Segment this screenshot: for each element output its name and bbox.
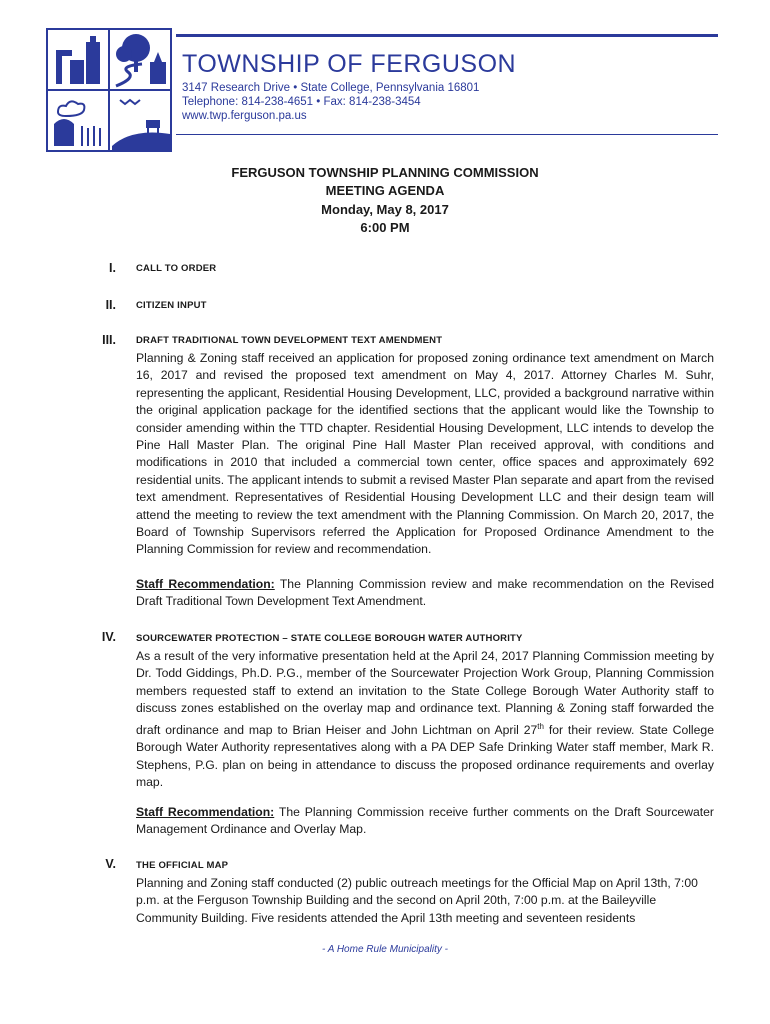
- section-3-recommendation: [136, 576, 714, 611]
- township-logo: [46, 28, 172, 152]
- org-address: 3147 Research Drive • State College, Pennsylvania 16801: [182, 82, 480, 94]
- section-4-rec-text: The Planning Commission receive further comments on the Draft Sourcewater Management Ordinance and Overlay Map.: [136, 805, 714, 837]
- section-4-recommendation: [136, 804, 714, 839]
- page-footer: - A Home Rule Municipality -: [322, 944, 448, 955]
- agenda-heading-commission: FERGUSON TOWNSHIP PLANNING COMMISSION: [231, 165, 539, 180]
- section-4-body-a: As a result of the very informative presentation held at the April 24, 2017 Planning Commission meeting by Dr. Todd Giddings, Ph.D. P.G., member of the Sourcewater Projection Work Group, Planning Commission members requested staff to extend an invitation to the State College Borough Water Authority staff to discuss zones established on the overlay map and ordinance text. Planning & Zoning staff forwarded the draft ordinance and map to Brian Heiser and John Lichtman on April 27: [136, 649, 714, 737]
- section-3-rec-label: Staff Recommendation:: [136, 577, 275, 591]
- section-1-title: CALL TO ORDER: [136, 263, 217, 274]
- section-4-rec-label: Staff Recommendation:: [136, 805, 275, 819]
- section-4-body-sup: th: [537, 721, 544, 731]
- org-phones: Telephone: 814-238-4651 • Fax: 814-238-3454: [182, 96, 421, 108]
- section-3-title: DRAFT TRADITIONAL TOWN DEVELOPMENT TEXT AMENDMENT: [136, 335, 443, 346]
- org-website[interactable]: www.twp.ferguson.pa.us: [182, 110, 307, 122]
- letterhead-top-rule: [176, 34, 718, 37]
- section-3-number: III.: [102, 333, 116, 347]
- section-4-number: IV.: [101, 630, 116, 644]
- section-5-number: V.: [105, 857, 116, 871]
- letterhead-bottom-rule: [176, 134, 718, 135]
- section-5-title: THE OFFICIAL MAP: [136, 860, 229, 871]
- agenda-heading-title: MEETING AGENDA: [325, 183, 445, 198]
- section-3-rec-text: The Planning Commission review and make recommendation on the Revised Draft Traditional Town Development Text Amendment.: [136, 577, 714, 609]
- org-title: TOWNSHIP OF FERGUSON: [182, 50, 517, 78]
- section-5-body: Planning and Zoning staff conducted (2) public outreach meetings for the Official Map on April 13th, 7:00 p.m. at the Ferguson Township Building and the second on April 20th, 7:00 p.m. at the Baileyville Community Building. Five residents attended the April 13th meeting and seventeen residents: [136, 876, 698, 925]
- section-1-number: I.: [109, 261, 116, 275]
- section-4-body: [136, 648, 714, 791]
- agenda-time: 6:00 PM: [360, 220, 410, 235]
- section-2-number: II.: [105, 298, 116, 312]
- agenda-date: Monday, May 8, 2017: [321, 202, 449, 217]
- section-4-body-b: for their review. State College Borough Water Authority representatives along with a PA DEP Safe Drinking Water staff member, Mark R. Stephens, P.G. plan on being in attendance to discuss the proposed ordinance requirements and overlay map.: [136, 722, 714, 789]
- section-2-title: CITIZEN INPUT: [136, 300, 207, 311]
- section-3-body: Planning & Zoning staff received an application for proposed zoning ordinance text amendment on March 16, 2017 and revised the proposed text amendment on May 4, 2017. Attorney Charles M. Suhr, representing the applicant, Residential Housing Development, LLC, provided a background narrative within the original application package for the identified sections that the applicant would like the Township to consider amending within the TTD chapter. Residential Housing Development, LLC intends to develop the Pine Hall Master Plan. The original Pine Hall Master Plan received approval, with conditions and modifications in 2010 that included a commercial town center, office spaces and approximately 692 residential units. The applicant intends to submit a revised Master Plan separate and apart from the revised text amendment. Representatives of Residential Housing Development LLC and their design team will attend the meeting to review the text amendment with the Planning Commission. On March 20, 2017, the Board of Township Supervisors referred the Application for Proposed Ordinance Amendment to the Planning Commission for review and recommendation.: [136, 351, 714, 557]
- section-4-title: SOURCEWATER PROTECTION – STATE COLLEGE BOROUGH WATER AUTHORITY: [136, 633, 523, 644]
